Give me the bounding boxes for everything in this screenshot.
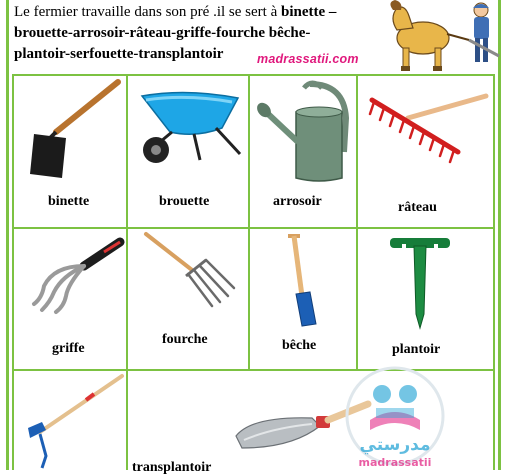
grid-line xyxy=(12,227,495,229)
tool-label-fourche: fourche xyxy=(162,332,208,347)
header-line-3: plantoir-serfouette-transplantoir xyxy=(14,46,224,62)
tool-label-binette: binette xyxy=(48,194,90,209)
brand-latin: madrassatii xyxy=(358,456,432,469)
header-line-1: Le fermier travaille dans son pré .il se sert à binette – xyxy=(14,4,337,20)
tool-label-plantoir: plantoir xyxy=(392,342,441,357)
madrassatii-logo xyxy=(320,368,470,470)
header-line-2: brouette-arrosoir-râteau-griffe-fourche bêche- xyxy=(14,25,311,41)
serfouette-icon xyxy=(20,372,124,470)
tool-label-beche: bêche xyxy=(282,338,317,353)
grid-line xyxy=(248,74,250,369)
claw-cultivator-icon xyxy=(24,236,124,316)
grid-line xyxy=(12,74,495,76)
farmer-horse-illustration xyxy=(383,0,505,72)
hoe-icon xyxy=(26,78,126,188)
wheelbarrow-icon xyxy=(136,88,246,168)
rake-icon xyxy=(368,94,488,174)
grid-line xyxy=(356,74,358,369)
dibber-icon xyxy=(386,234,456,330)
tool-label-griffe: griffe xyxy=(52,341,85,356)
tool-label-transplantoir: transplantoir xyxy=(132,460,212,475)
school-logo-icon xyxy=(320,368,470,470)
tool-label-arrosoir: arrosoir xyxy=(273,194,322,209)
tool-label-rateau: râteau xyxy=(398,200,437,215)
tool-label-brouette: brouette xyxy=(159,194,210,209)
site-watermark: madrassatii.com xyxy=(257,52,359,66)
watering-can-icon xyxy=(256,78,352,184)
grid-line xyxy=(493,74,495,470)
brand-arabic: مدرستي xyxy=(359,435,431,455)
pitchfork-icon xyxy=(142,230,242,314)
spade-icon xyxy=(280,232,330,328)
grid-line xyxy=(126,74,128,470)
grid-line xyxy=(12,74,14,470)
